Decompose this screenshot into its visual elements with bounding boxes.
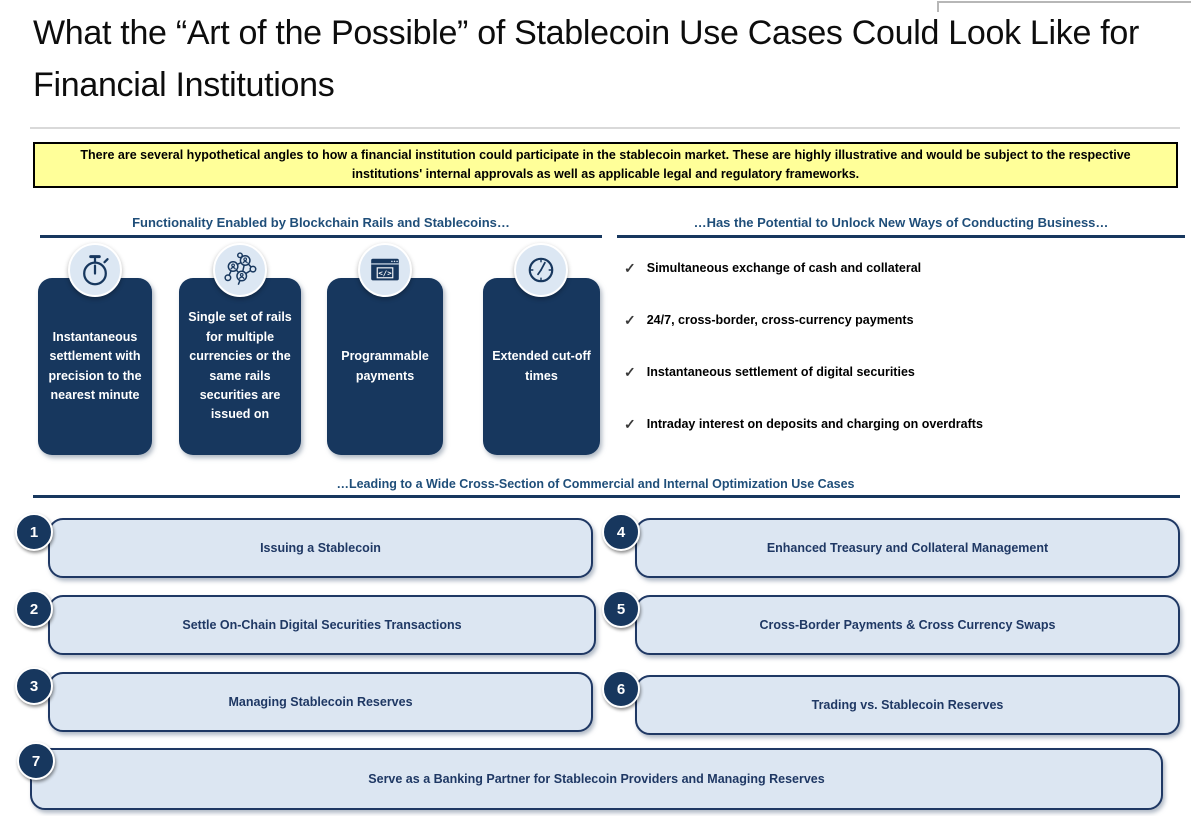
check-icon: ✓	[624, 312, 636, 328]
benefit-item	[624, 413, 1184, 435]
use-case-box-2	[29, 595, 596, 655]
disclaimer-box	[33, 142, 1178, 188]
use-case-number-badge: 3	[15, 667, 53, 705]
use-case-number-badge: 6	[602, 670, 640, 708]
check-icon: ✓	[624, 260, 636, 276]
page-title: What the “Art of the Possible” of Stablecoin Use Cases Could Look Like for Financial Institutions	[33, 14, 1140, 104]
benefits-list	[624, 257, 1184, 435]
use-case-number-badge: 4	[602, 513, 640, 551]
stopwatch-icon	[68, 243, 122, 297]
use-case-label: Managing Stablecoin Reserves	[228, 695, 413, 709]
use-case-number-badge: 2	[15, 590, 53, 628]
use-case-box-4	[616, 518, 1180, 578]
use-case-label: Trading vs. Stablecoin Reserves	[811, 698, 1004, 712]
benefit-text: Simultaneous exchange of cash and collateral	[646, 261, 922, 275]
benefit-text: Intraday interest on deposits and charging on overdrafts	[646, 417, 983, 431]
use-case-number-badge: 7	[17, 742, 55, 780]
check-icon: ✓	[624, 416, 636, 432]
svg-text:</>: </>	[378, 268, 392, 278]
benefits-header: …Has the Potential to Unlock New Ways of Conducting Business…	[693, 215, 1109, 230]
use-case-box-7	[30, 748, 1163, 810]
check-icon: ✓	[624, 364, 636, 380]
feature-card-label: Extended cut-off times	[492, 349, 591, 383]
benefit-item	[624, 257, 1184, 279]
use-case-box-5	[616, 595, 1180, 655]
use-case-box-6	[616, 675, 1180, 735]
benefits-underline	[617, 235, 1185, 238]
use-case-box-3	[29, 672, 593, 732]
use-case-number-badge: 5	[602, 590, 640, 628]
use-case-label: Issuing a Stablecoin	[260, 541, 381, 555]
feature-card-cutoff	[483, 278, 600, 455]
use-case-box-1	[29, 518, 593, 578]
clock-icon	[514, 243, 568, 297]
feature-card-programmable	[327, 278, 443, 455]
use-case-label: Settle On-Chain Digital Securities Transactions	[182, 618, 462, 632]
use-case-label: Serve as a Banking Partner for Stablecoin Providers and Managing Reserves	[368, 772, 825, 786]
feature-card-label: Single set of rails for multiple currencies or the same rails securities are issued on	[188, 310, 292, 422]
benefit-item	[624, 309, 1184, 331]
feature-card-label: Instantaneous settlement with precision to the nearest minute	[48, 329, 142, 402]
disclaimer-text: There are several hypothetical angles to how a financial institution could participate in the stablecoin market. These are highly illustrative and would be subject to the respective institutions' internal approvals as well as applicable legal and regulatory frameworks.	[80, 147, 1131, 181]
use-cases-header: …Leading to a Wide Cross-Section of Commercial and Internal Optimization Use Cases	[336, 477, 855, 491]
feature-card-single-rails	[179, 278, 301, 455]
functionality-underline	[40, 235, 602, 238]
use-case-number-badge: 1	[15, 513, 53, 551]
network-icon	[213, 243, 267, 297]
feature-card-settlement	[38, 278, 152, 455]
title-divider	[30, 127, 1180, 129]
use-case-label: Cross-Border Payments & Cross Currency Swaps	[759, 618, 1056, 632]
benefit-text: Instantaneous settlement of digital securities	[646, 365, 915, 379]
benefit-text: 24/7, cross-border, cross-currency payments	[646, 313, 914, 327]
benefit-item	[624, 361, 1184, 383]
code-window-icon	[358, 243, 412, 297]
use-cases-divider	[33, 495, 1180, 498]
feature-card-label: Programmable payments	[341, 349, 429, 383]
functionality-header: Functionality Enabled by Blockchain Rails and Stablecoins…	[132, 215, 510, 230]
use-case-label: Enhanced Treasury and Collateral Management	[766, 541, 1049, 555]
